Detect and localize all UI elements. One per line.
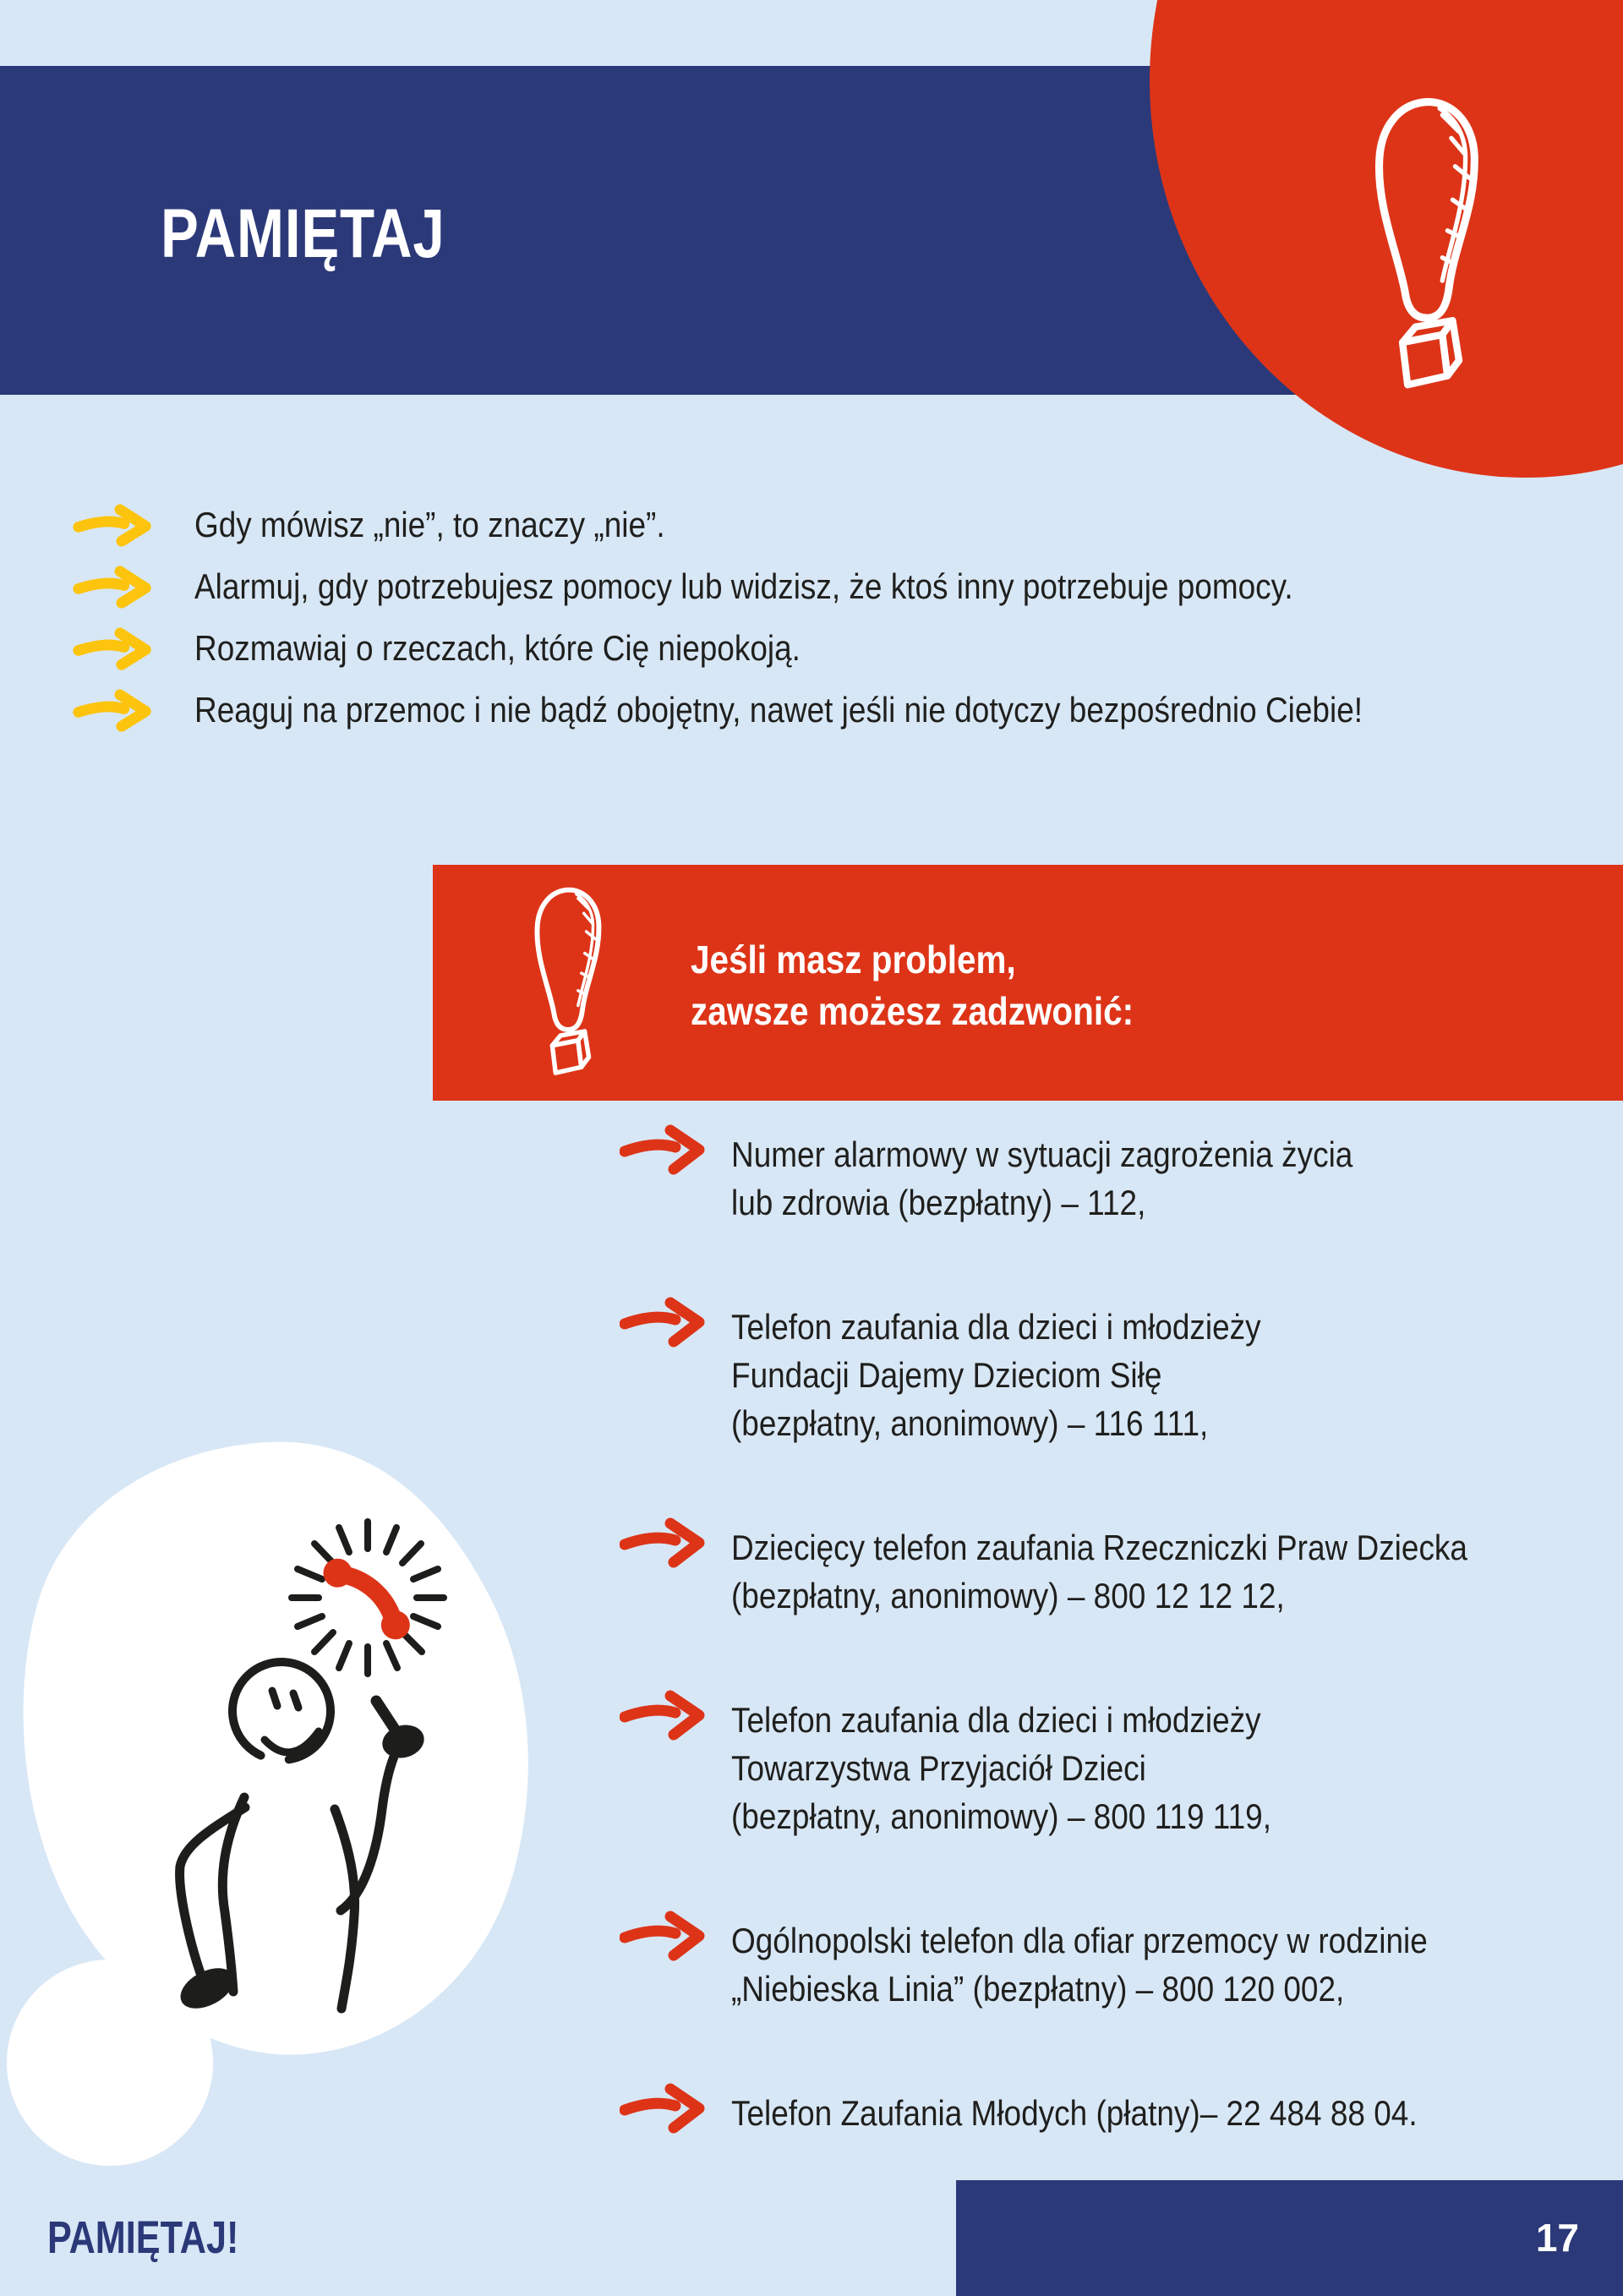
hotline-text: [731, 1130, 1438, 1227]
callout-line: zawsze możesz zadzwonić:: [691, 989, 1134, 1033]
hotline-line: Telefon Zaufania Młodych (płatny)– 22 484 88 04.: [731, 2093, 1418, 2133]
hotline-item: [620, 1303, 1333, 1447]
hotline-line: Telefon zaufania dla dzieci i młodzieży: [731, 1307, 1261, 1347]
exclamation-icon: [1363, 86, 1491, 401]
footer-note: [47, 2212, 287, 2263]
hotline-line: (bezpłatny, anonimowy) – 800 12 12 12,: [731, 1576, 1285, 1615]
hotline-text: [731, 1523, 1568, 1620]
hotline-line: Towarzystwa Przyjaciół Dzieci: [731, 1748, 1146, 1788]
speech-cloud: [7, 1442, 528, 2166]
hotline-line: Ogólnopolski telefon dla ofiar przemocy w rodzinie: [731, 1921, 1428, 1960]
reminder-line: Reaguj na przemoc i nie bądź obojętny, nawet jeśli nie dotyczy bezpośrednio Ciebie!: [194, 690, 1363, 730]
hotline-arrow-icon: [620, 1513, 708, 1574]
hotline-text: [731, 1696, 1345, 1840]
page-number: 17: [1535, 2216, 1579, 2260]
hotline-line: Dziecięcy telefon zaufania Rzeczniczki Praw Dziecka: [731, 1528, 1467, 1567]
hotline-item: [620, 2089, 1511, 2137]
hotline-arrow-icon: [620, 1120, 708, 1181]
hotline-item: [620, 1696, 1345, 1840]
hotline-line: „Niebieska Linia” (bezpłatny) – 800 120 002,: [731, 1969, 1345, 2009]
bullet-arrow-icon: [72, 563, 156, 610]
hotline-line: (bezpłatny, anonimowy) – 116 111,: [731, 1403, 1209, 1443]
hotline-text: [731, 1916, 1522, 2013]
reminder-line: Alarmuj, gdy potrzebujesz pomocy lub widzisz, że ktoś inny potrzebuje pomocy.: [194, 566, 1293, 606]
reminder-text: [194, 686, 1522, 734]
reminder-line: Rozmawiaj o rzeczach, które Cię niepokoją.: [194, 628, 801, 668]
hotline-item: [620, 1523, 1568, 1620]
hotline-arrow-icon: [620, 2079, 708, 2140]
hotline-arrow-icon: [620, 1686, 708, 1747]
page-title: [161, 195, 507, 272]
reminder-text: [194, 500, 730, 549]
bullet-arrow-icon: [72, 625, 156, 671]
hotline-line: Numer alarmowy w sytuacji zagrożenia życia: [731, 1134, 1353, 1174]
hotline-arrow-icon: [620, 1906, 708, 1967]
exclamation-icon: [526, 882, 610, 1081]
footer-note-text: PAMIĘTAJ!: [47, 2212, 239, 2263]
reminder-text: [194, 624, 883, 672]
calling-person-illustration: [0, 1437, 558, 2206]
callout-line: Jeśli masz problem,: [691, 938, 1016, 981]
bullet-arrow-icon: [72, 686, 156, 733]
hotline-text: [731, 1303, 1333, 1447]
hotline-line: Telefon zaufania dla dzieci i młodzieży: [731, 1700, 1261, 1740]
hotline-item: [620, 1130, 1438, 1227]
hotline-line: lub zdrowia (bezpłatny) – 112,: [731, 1183, 1146, 1222]
footer-band: [956, 2180, 1623, 2296]
hotline-line: Fundacji Dajemy Dzieciom Siłę: [731, 1355, 1162, 1395]
hotline-text: [731, 2089, 1511, 2137]
bullet-arrow-icon: [72, 501, 156, 548]
reminder-line: Gdy mówisz „nie”, to znaczy „nie”.: [194, 505, 665, 544]
hotline-arrow-icon: [620, 1293, 708, 1353]
callout-text: [691, 934, 1194, 1037]
hotline-item: [620, 1916, 1522, 2013]
callout-box: [433, 865, 1623, 1101]
reminder-text: [194, 562, 1443, 610]
page-title-text: PAMIĘTAJ: [161, 195, 445, 272]
hotline-line: (bezpłatny, anonimowy) – 800 119 119,: [731, 1796, 1271, 1836]
